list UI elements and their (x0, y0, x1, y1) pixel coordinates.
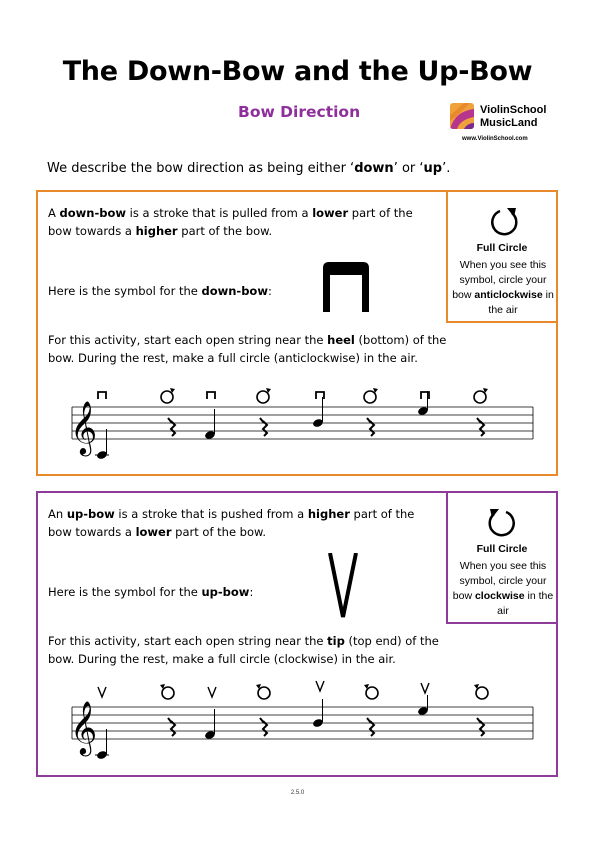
logo (450, 103, 560, 145)
up-bow-mark-icon (98, 687, 106, 697)
up-bow-side-panel (446, 491, 558, 624)
page-title: The Down-Bow and the Up-Bow (62, 56, 533, 87)
down-bow-side-panel (446, 190, 558, 323)
side-instruction: When you see this symbol, circle your bow anticlockwise in the air (452, 259, 554, 316)
rest-icon (168, 718, 175, 736)
treble-clef-icon: 𝄞 (70, 400, 98, 454)
up-bow-section (36, 491, 558, 777)
logo-url: www.ViolinSchool.com (462, 136, 528, 142)
logo-line1: ViolinSchool (480, 104, 547, 116)
side-instruction: When you see this symbol, circle your bow clockwise in the air (452, 560, 554, 617)
circle-mark-icon (161, 391, 173, 403)
page-subtitle: Bow Direction (238, 103, 361, 121)
page-footer: 2.5.0 (290, 790, 305, 796)
up-bow-symbol-icon (328, 553, 358, 619)
logo-line2: MusicLand (480, 117, 538, 129)
up-bow-staff (58, 677, 538, 777)
intro-text: We describe the bow direction as being either ‘down’ or ‘up’. (47, 161, 451, 176)
logo-mark-icon (450, 103, 474, 129)
circle-mark-icon (162, 687, 174, 699)
up-bow-activity-text: For this activity, start each open string near the tip (top end) of the bow. During the rest, make a full circle (clockwise) in the air. (48, 634, 439, 666)
down-bow-activity-text: For this activity, start each open string near the heel (bottom) of the bow. During the rest, make a full circle (anticlockwise) in the air. (48, 333, 447, 365)
up-bow-definition: An up-bow is a stroke that is pushed from a higher part of the bow towards a lower part of the bow. (48, 507, 415, 539)
side-heading: Full Circle (476, 543, 528, 555)
side-heading: Full Circle (476, 242, 528, 254)
logo-text (480, 104, 546, 130)
anticlockwise-circle-icon (486, 206, 520, 240)
down-bow-symbol-label: Here is the symbol for the down-bow: (48, 284, 272, 298)
treble-clef-icon: 𝄞 (70, 700, 98, 754)
down-bow-symbol-icon (321, 262, 371, 312)
down-bow-mark-icon (98, 392, 106, 399)
up-bow-symbol-label: Here is the symbol for the up-bow: (48, 585, 254, 599)
clockwise-circle-icon (486, 507, 520, 541)
down-bow-staff (58, 377, 538, 477)
down-bow-section (36, 190, 558, 476)
down-bow-definition: A down-bow is a stroke that is pulled from a lower part of the bow towards a higher part of the bow. (48, 206, 413, 238)
rest-icon (168, 418, 175, 436)
